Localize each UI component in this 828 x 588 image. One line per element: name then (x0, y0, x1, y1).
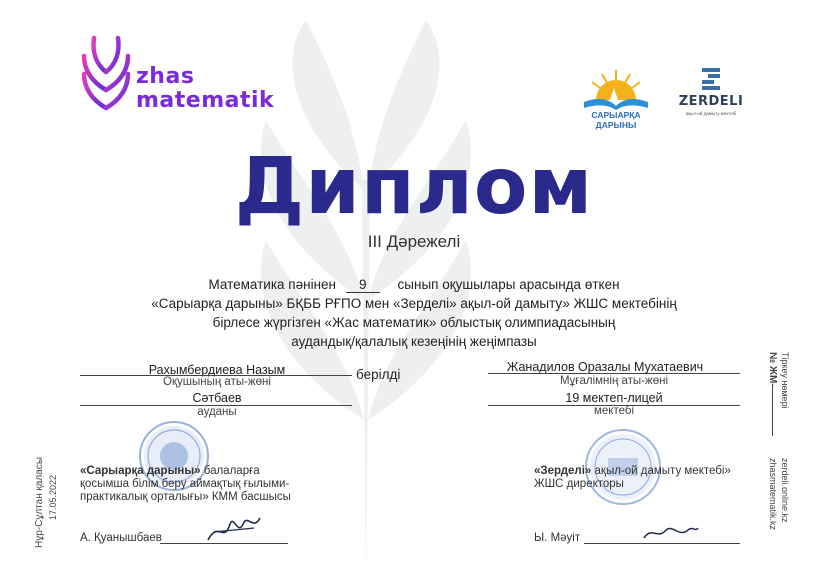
student-name: Рахымбердиева Назым (148, 363, 286, 377)
district-caption: ауданы (197, 406, 237, 418)
sun-book-icon (580, 66, 652, 110)
body-line-2: «Сарыарқа дарыны» БҚББ РҒПО мен «Зерделі» ақыл-ой дамыту» ЖШС мектебінің (151, 296, 677, 311)
zerdeli-name: ZERDELI (678, 94, 744, 109)
left-org-rest: балаларға (200, 465, 260, 477)
body-subject-text: Математика пәнінен (208, 277, 336, 292)
right-signatory-line-1 (534, 465, 731, 478)
left-signatory-line-3: практикалық орталығы» КММ басшысы (80, 491, 291, 503)
website-2-vertical: zhasmatematik.kz (768, 458, 778, 531)
left-org-name: «Сарыарқа дарыны» (80, 465, 201, 477)
body-line-4: аудандық/қалалық кезеңінің жеңімпазы (291, 334, 537, 349)
logo-word-zhas: zhas (136, 64, 195, 89)
reg-label-vertical: Тіркеу нөмері (780, 352, 790, 409)
grade-value: 9 (346, 278, 380, 293)
teacher-name-line (488, 373, 740, 374)
district-name: Сәтбаев (192, 391, 242, 405)
saryarka-caption: САРЫАРҚА ДАРЫНЫ (591, 110, 641, 130)
right-org-name: «Зерделі» (534, 465, 592, 477)
left-signer-name: А. Қуанышбаев (80, 532, 162, 544)
body-grade-text: сынып оқушылары арасында өткен (397, 277, 620, 292)
right-org-rest: ақыл-ой дамыту мектебі» (591, 465, 731, 477)
wheat-logo-icon (78, 30, 134, 130)
right-signatory-title (534, 465, 731, 491)
left-signatory-line-2: қосымша білім беру аймақтық ғылыми- (80, 478, 290, 490)
reg-number-line (772, 386, 774, 436)
left-signatory-title (80, 465, 291, 504)
website-1-vertical: zerdeli.online.kz (780, 458, 790, 523)
saryarka-daryny-logo (570, 66, 662, 130)
school-name: 19 мектеп-лицей (565, 391, 663, 405)
left-signature-icon (204, 510, 264, 546)
teacher-name: Жанадилов Оразалы Мухатаевич (506, 360, 704, 374)
zhas-matematik-logo (78, 30, 275, 130)
reg-number-vertical: № ЖМ- (767, 352, 778, 387)
diploma-degree: III Дәрежелі (367, 232, 461, 251)
teacher-caption: Мұғалімнің аты-жөні (559, 375, 669, 387)
date-vertical: 17.05.2022 (48, 474, 58, 520)
city-vertical: Нұр-Сұлтан қаласы (34, 456, 45, 548)
diploma-title: Диплом (234, 142, 594, 232)
body-line-1 (40, 277, 788, 293)
zerdeli-caption: ақыл-ой дамыту мектебі (685, 111, 737, 116)
zerdeli-mark-icon (698, 66, 724, 92)
right-signer-name: Ы. Мәуіт (534, 532, 581, 544)
left-signatory-line-1 (80, 465, 291, 478)
body-line-3: бірлесе жүргізген «Жас математик» облыстық олимпиадасының (212, 315, 616, 330)
right-signatory-line-2: ЖШС директоры (534, 478, 624, 490)
student-caption: Оқушының аты-жөні (163, 376, 271, 388)
school-caption: мектебі (593, 405, 634, 417)
right-signature-icon (640, 520, 700, 546)
logo-word-matematik: matematik (136, 88, 275, 113)
zerdeli-logo (676, 64, 746, 120)
given-label: берілді (356, 367, 401, 382)
